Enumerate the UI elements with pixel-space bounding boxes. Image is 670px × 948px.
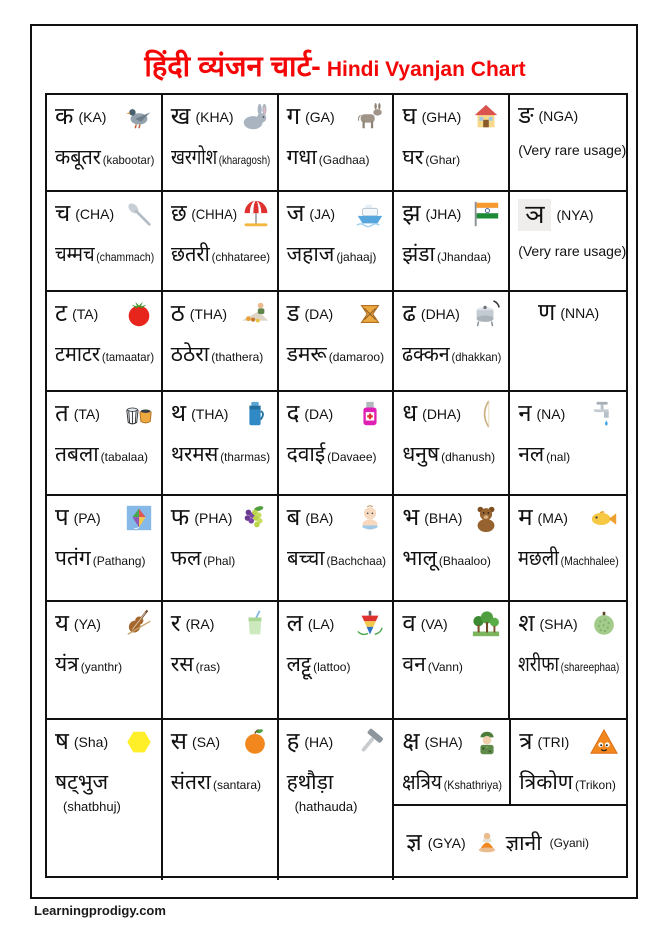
consonant-letter: ड: [286, 300, 300, 328]
soldier-icon: [472, 727, 502, 757]
consonant-roman: (SA): [192, 734, 221, 750]
example-word: नल: [518, 443, 545, 466]
example-word-roman: (Davaee): [327, 450, 377, 464]
consonant-roman: (DA): [304, 306, 334, 322]
consonant-roman: (GHA): [421, 109, 462, 125]
consonant-roman: (NYA): [556, 206, 594, 223]
letter-line: [402, 609, 501, 639]
consonant-roman: (BHA): [424, 510, 463, 526]
consonant-letter: व: [402, 610, 416, 638]
example-word-roman: (dhanush): [441, 450, 496, 464]
example-word-roman: (shatbhuj): [63, 799, 121, 814]
consonant-roman: (DHA): [422, 406, 462, 422]
consonant-cell: [510, 95, 626, 192]
example-word-line: [287, 768, 386, 796]
example-word-line: [170, 440, 270, 468]
letter-line: [519, 727, 619, 757]
example-word: लट्टू: [286, 653, 312, 676]
consonant-roman: (HA): [304, 734, 334, 750]
consonant-roman: (VA): [420, 616, 448, 632]
beach-umbrella-icon: [242, 199, 270, 229]
letter-line: [171, 609, 270, 639]
example-word: खरगोश: [170, 146, 217, 169]
consonant-cell: [279, 720, 395, 880]
consonant-cell: [163, 496, 279, 602]
consonant-letter: य: [55, 610, 69, 638]
example-word: संतरा: [170, 771, 211, 794]
merged-cell-group: [394, 720, 626, 880]
consonant-letter: ष: [55, 728, 69, 756]
example-word-roman: (Bhaaloo): [438, 554, 491, 568]
consonant-letter: छ: [170, 200, 187, 228]
example-word-roman: (chhataree): [211, 250, 270, 264]
example-word-line: [171, 768, 270, 796]
consonant-roman: (TA): [73, 406, 100, 422]
consonant-letter: फ: [170, 504, 190, 532]
example-word-roman: (dhakkan): [451, 350, 502, 364]
letter-line: [55, 199, 154, 229]
example-word: झंडा: [402, 243, 435, 266]
letter-line: [402, 199, 501, 229]
example-word-roman: (ras): [195, 660, 221, 674]
consonant-roman: (TA): [72, 306, 99, 322]
title-english: Hindi Vyanjan Chart: [326, 58, 526, 81]
consonant-cell: [510, 602, 626, 720]
consonant-letter: ज: [286, 200, 305, 228]
consonant-roman: (MA): [537, 510, 568, 526]
consonant-letter: क्ष: [402, 728, 420, 756]
consonant-roman: (NA): [536, 406, 566, 422]
consonant-letter: त्र: [519, 728, 533, 756]
consonant-cell: [394, 392, 510, 496]
consonant-cell: [394, 95, 510, 192]
consonant-roman: (SHA): [539, 616, 578, 632]
example-word-roman: (yanthr): [80, 660, 123, 674]
example-word-line: [518, 440, 619, 468]
example-word-roman: (lattoo): [313, 660, 351, 674]
consonant-roman: (THA): [191, 406, 229, 422]
example-word: टमाटर: [55, 343, 101, 366]
rare-usage-note: (Very rare usage): [518, 242, 626, 259]
consonant-roman: (SHA): [424, 734, 463, 750]
consonant-letter: म: [518, 504, 533, 532]
page-title: [0, 46, 670, 85]
consonant-roman: (KHA): [195, 109, 234, 125]
letter-line: [55, 102, 154, 132]
example-word-line: [286, 544, 386, 572]
letter-line: [402, 102, 501, 132]
example-word: चम्मच: [55, 243, 95, 266]
example-word-line: [402, 440, 501, 468]
consonant-letter: ग: [286, 103, 301, 131]
example-word-line: [170, 143, 271, 171]
consonant-cell: [47, 496, 163, 602]
example-word-line: [287, 340, 386, 368]
example-word-roman: (Phal): [203, 554, 236, 568]
example-word-roman: (jahaaj): [336, 250, 377, 264]
example-word-roman: (tamaatar): [101, 350, 155, 364]
example-word-roman: (Gadhaa): [318, 153, 370, 167]
example-word-line: [287, 650, 386, 678]
rare-usage-note: (Very rare usage): [518, 141, 626, 158]
example-word: छतरी: [170, 243, 210, 266]
consonant-roman: (RA): [185, 616, 215, 632]
letter-line: [287, 299, 386, 329]
example-word: वन: [402, 653, 426, 676]
consonant-letter: ढ: [402, 300, 416, 328]
consonant-cell: [394, 292, 510, 392]
pot-lid-icon: [471, 299, 501, 329]
letter-line: [287, 609, 386, 639]
tomato-icon: [124, 299, 154, 329]
letter-line: [171, 299, 270, 329]
consonant-letter: श: [518, 610, 535, 638]
example-word: ढक्कन: [402, 343, 451, 366]
fish-icon: [589, 503, 619, 533]
letter-line: [518, 399, 619, 429]
letter-line: [287, 199, 386, 229]
letter-line: [171, 727, 270, 757]
example-word-roman: (Vann): [427, 660, 463, 674]
ksha-tra-row: [394, 720, 626, 806]
house-icon: [471, 102, 501, 132]
india-flag-icon: [471, 199, 501, 229]
example-word: गधा: [286, 146, 317, 169]
consonant-cell: [510, 496, 626, 602]
example-word-roman: (Kshathriya): [444, 778, 503, 792]
example-word-line: [518, 650, 620, 678]
consonant-cell: [511, 720, 626, 804]
consonant-letter: ठ: [170, 300, 185, 328]
example-word: भालू: [402, 547, 437, 570]
consonant-cell: [279, 192, 395, 292]
example-word-roman: (tabalaa): [100, 450, 149, 464]
example-word-line: [287, 143, 386, 171]
consonant-cell: [510, 192, 626, 292]
example-word-line: [171, 544, 270, 572]
example-word-roman: (Bachchaa): [326, 554, 386, 568]
consonant-letter: प: [55, 504, 69, 532]
example-word: हथौड़ा: [286, 771, 334, 794]
letter-line: [287, 503, 386, 533]
triangle-icon: [589, 727, 619, 757]
title-hindi: हिंदी व्यंजन चार्ट-: [144, 51, 321, 83]
example-word: मछली: [518, 547, 560, 570]
consonant-cell: [47, 292, 163, 392]
consonant-cell: [163, 720, 279, 880]
medicine-bottle-icon: [355, 399, 385, 429]
consonant-cell: [163, 95, 279, 192]
consonant-letter: ञ: [518, 199, 551, 231]
example-word-roman: (chammach): [96, 250, 155, 264]
consonant-cell: [279, 496, 395, 602]
consonant-letter: ब: [286, 504, 301, 532]
example-word: ठठेरा: [170, 343, 210, 366]
example-word: यंत्र: [55, 653, 79, 676]
letter-line: [171, 399, 270, 429]
example-word: शरीफा: [518, 653, 560, 676]
consonant-roman: (Sha): [73, 734, 109, 750]
example-word-line: [402, 650, 501, 678]
letter-line: [55, 609, 154, 639]
letter-line: [55, 299, 154, 329]
example-word-line: [55, 650, 154, 678]
example-word-line: [55, 240, 155, 268]
consonant-cell: [279, 392, 395, 496]
kite-icon: [124, 503, 154, 533]
letter-line: [287, 727, 386, 757]
letter-line: [402, 503, 501, 533]
rabbit-icon: [240, 102, 270, 132]
example-word-roman: (shareephaa): [560, 660, 620, 674]
example-word-roman: (Ghar): [425, 153, 461, 167]
consonant-cell: [47, 192, 163, 292]
hexagon-icon: [124, 727, 154, 757]
example-word-line: [287, 440, 386, 468]
juice-glass-icon: [240, 609, 270, 639]
letter-line: [287, 102, 386, 132]
letter-line: [171, 102, 270, 132]
example-word-roman: (nal): [546, 450, 571, 464]
letter-line: [518, 199, 619, 231]
consonant-roman: (GA): [305, 109, 335, 125]
example-word-line: [170, 240, 270, 268]
letter-line: [55, 399, 154, 429]
consonant-roman: (JA): [309, 206, 336, 222]
water-tap-icon: [589, 399, 619, 429]
example-word-line: [518, 544, 619, 572]
consonant-letter: ट: [55, 300, 68, 328]
example-word: ज्ञानी: [505, 832, 542, 855]
example-word: तबला: [55, 443, 99, 466]
example-word: धनुष: [402, 443, 440, 466]
spoon-icon: [124, 199, 154, 229]
consonant-cell: [279, 292, 395, 392]
consonant-cell: [510, 392, 626, 496]
letter-line: [402, 727, 502, 757]
consonant-letter: च: [55, 200, 71, 228]
consonant-roman: (CHHA): [191, 206, 237, 222]
consonant-roman: (DA): [304, 406, 334, 422]
example-word-line: [171, 340, 270, 368]
letter-line: [55, 727, 154, 757]
letter-line: [55, 503, 154, 533]
example-word: क्षत्रिय: [402, 771, 443, 794]
example-word-roman: (Trikon): [574, 778, 616, 792]
consonant-cell: [510, 292, 626, 392]
pigeon-icon: [124, 102, 154, 132]
example-word: षट्भुज: [55, 771, 109, 794]
example-word-roman: (tharmas): [220, 450, 270, 464]
grapes-icon: [240, 503, 270, 533]
consonant-cell: [279, 95, 395, 192]
example-word-roman: (Pathang): [92, 554, 146, 568]
consonant-cell: [47, 720, 163, 880]
example-word: डमरू: [286, 343, 327, 366]
ship-icon: [355, 199, 385, 229]
example-word: थरमस: [170, 443, 219, 466]
example-word: घर: [402, 146, 424, 169]
example-word: कबूतर: [55, 146, 101, 169]
consonant-roman: (BA): [305, 510, 334, 526]
consonant-cell: [47, 602, 163, 720]
example-word-roman: (hathauda): [294, 799, 358, 814]
vyanjan-table: [45, 93, 628, 878]
consonant-cell: [394, 192, 510, 292]
baby-icon: [355, 503, 385, 533]
letter-line: [518, 102, 619, 130]
example-word-line: [55, 768, 154, 796]
consonant-cell: [394, 602, 510, 720]
letter-line: [402, 399, 501, 429]
example-word: दवाई: [286, 443, 326, 466]
consonant-roman: (CHA): [75, 206, 115, 222]
consonant-roman: (NGA): [538, 107, 579, 124]
consonant-cell: [163, 292, 279, 392]
consonant-letter: ज्ञ: [406, 829, 422, 857]
consonant-letter: न: [518, 400, 532, 428]
gya-row: [394, 806, 626, 880]
violin-icon: [124, 609, 154, 639]
letter-line: [518, 299, 619, 327]
example-word-line: [402, 768, 503, 796]
consonant-letter: र: [170, 610, 181, 638]
consonant-roman: (DHA): [420, 306, 460, 322]
consonant-roman: (NNA): [560, 304, 600, 321]
consonant-roman: (TRI): [537, 734, 570, 750]
example-word-roman: (kabootar): [102, 153, 155, 167]
consonant-letter: स: [170, 728, 188, 756]
consonant-letter: झ: [402, 200, 421, 228]
consonant-letter: थ: [170, 400, 187, 428]
example-word-line: [55, 440, 154, 468]
consonant-roman: (YA): [73, 616, 101, 632]
consonant-letter: क: [55, 103, 74, 131]
consonant-roman: (LA): [307, 616, 335, 632]
letter-line: [518, 503, 619, 533]
consonant-roman: (GYA): [427, 835, 466, 851]
example-word-line: [55, 143, 155, 171]
example-word: पतंग: [55, 547, 91, 570]
example-word-roman: (Machhalee): [560, 554, 619, 568]
example-word-roman: (thathera): [211, 350, 264, 364]
example-word-line: [402, 544, 501, 572]
consonant-roman: (PHA): [194, 510, 233, 526]
hammer-icon: [355, 727, 385, 757]
consonant-cell: [163, 602, 279, 720]
consonant-cell: [279, 602, 395, 720]
letter-line: [518, 609, 619, 639]
consonant-letter: ण: [537, 299, 556, 326]
example-word-line: [519, 768, 619, 796]
consonant-letter: भ: [402, 504, 420, 532]
bow-icon: [471, 399, 501, 429]
donkey-icon: [355, 102, 385, 132]
consonant-cell: [394, 720, 511, 804]
example-word: फल: [170, 547, 202, 570]
forest-icon: [471, 609, 501, 639]
consonant-roman: (PA): [73, 510, 101, 526]
damaru-icon: [355, 299, 385, 329]
tabla-icon: [124, 399, 154, 429]
consonant-letter: ध: [402, 400, 418, 428]
letter-line: [171, 503, 270, 533]
example-word-roman: (Gyani): [549, 836, 589, 850]
consonant-letter: ख: [170, 103, 191, 131]
consonant-roman: (KA): [78, 109, 107, 125]
example-word-roman: (Jhandaa): [436, 250, 491, 264]
consonant-letter: ल: [286, 610, 303, 638]
consonant-roman: (THA): [189, 306, 228, 322]
consonant-letter: द: [286, 400, 300, 428]
example-word-line: [171, 650, 270, 678]
orange-icon: [240, 727, 270, 757]
example-word: त्रिकोण: [519, 771, 573, 794]
consonant-cell: [47, 392, 163, 496]
example-word-line: [402, 340, 502, 368]
letter-line: [171, 199, 263, 229]
letter-line: [402, 299, 501, 329]
consonant-roman: (JHA): [425, 206, 462, 222]
example-word-roman: (kharagosh): [218, 153, 271, 167]
example-word: जहाज: [286, 243, 335, 266]
consonant-letter: ङ: [518, 102, 534, 129]
consonant-cell: [163, 192, 279, 292]
tinsmith-icon: [240, 299, 270, 329]
consonant-letter: घ: [402, 103, 417, 131]
sage-icon: [474, 830, 500, 856]
custard-apple-icon: [589, 609, 619, 639]
consonant-letter: ह: [286, 728, 300, 756]
example-word-line: [287, 240, 386, 268]
example-word-line: [402, 143, 501, 171]
consonant-letter: त: [55, 400, 69, 428]
example-word-line: [55, 340, 155, 368]
thermos-icon: [240, 399, 270, 429]
consonant-cell: [163, 392, 279, 496]
example-word-line: [55, 544, 154, 572]
example-word-roman: (damaroo): [328, 350, 385, 364]
bear-icon: [471, 503, 501, 533]
consonant-cell: [394, 496, 510, 602]
spinning-top-icon: [355, 609, 385, 639]
example-word-roman: (santara): [213, 778, 262, 792]
example-word: रस: [170, 653, 194, 676]
example-word-line: [402, 240, 501, 268]
example-word: बच्चा: [286, 547, 325, 570]
letter-line: [287, 399, 386, 429]
consonant-cell: [47, 95, 163, 192]
footer-credit: Learningprodigy.com: [34, 903, 166, 918]
